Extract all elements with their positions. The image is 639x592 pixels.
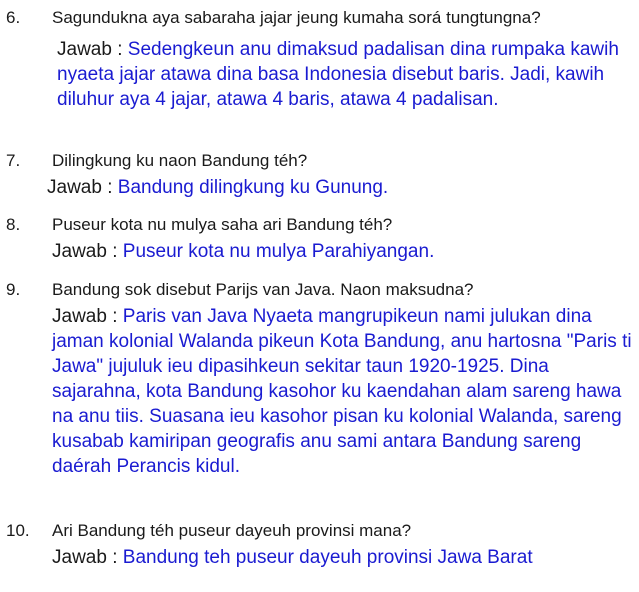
answer-text: Bandung teh puseur dayeuh provinsi Jawa Barat	[122, 547, 533, 568]
question-text: Sagundukna aya sabaraha jajar jeung kumaha sorá tungtungna?	[52, 8, 541, 27]
answer-label: Jawab :	[57, 39, 128, 60]
answer	[52, 545, 636, 570]
answer	[52, 239, 632, 264]
question-number: 7.	[6, 151, 21, 170]
question-number: 8.	[6, 215, 21, 234]
answer	[52, 304, 636, 479]
question-text: Ari Bandung téh puseur dayeuh provinsi mana?	[52, 521, 412, 540]
answer-text: Sedengkeun anu dimaksud padalisan dina rumpaka kawih nyaeta jajar atawa dina basa Indonesia disebut baris. Jadi, kawih diluhur aya 4 jajar, atawa 4 baris, atawa 4 padalisan.	[57, 39, 619, 110]
answer-label: Jawab :	[52, 547, 123, 568]
answer-label: Jawab :	[52, 241, 123, 262]
question-text: Puseur kota nu mulya saha ari Bandung téh?	[52, 215, 393, 234]
answer-text: Paris van Java Nyaeta mangrupikeun nami julukan dina jaman kolonial Walanda pikeun Kota Bandung, anu hartosna "Paris ti Jawa" jujuluk ieu dipasihkeun sekitar taun 1920-1925. Dina sajarahna, kota Bandung kasohor ku kaendahan alam sareng hawa na anu tiis. Suasana ieu kasohor pisan ku kolonial Walanda, sareng kusabab kamiripan geografis anu sami antara Bandung sareng daérah Perancis kidul.	[52, 306, 632, 477]
answer	[57, 37, 637, 112]
question-text: Dilingkung ku naon Bandung téh?	[52, 151, 308, 170]
answer-label: Jawab :	[47, 177, 118, 198]
question-number: 6.	[6, 8, 21, 27]
answer-text: Puseur kota nu mulya Parahiyangan.	[122, 241, 435, 262]
answer-text: Bandung dilingkung ku Gunung.	[117, 177, 389, 198]
question-text: Bandung sok disebut Parijs van Java. Naon maksudna?	[52, 280, 474, 299]
answer-label: Jawab :	[52, 306, 123, 327]
answer	[47, 175, 627, 200]
question-number: 10.	[6, 521, 30, 540]
question-number: 9.	[6, 280, 21, 299]
